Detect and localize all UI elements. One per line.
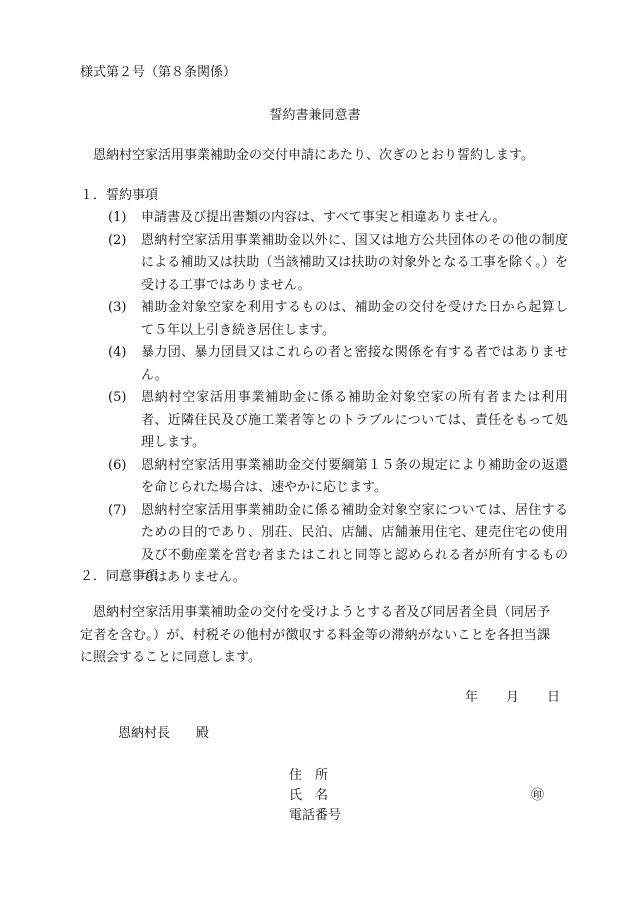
section-1-heading: １．誓約事項 xyxy=(80,188,159,203)
date-year-label: 年 xyxy=(465,690,479,705)
pledge-item-2 xyxy=(108,230,568,298)
date-line xyxy=(465,687,560,710)
address-label: 住 所 xyxy=(289,768,329,783)
item-text: 補助金対象空家を利用するものは、補助金の交付を受けた日から起算して５年以上引き続き居住します。 xyxy=(141,300,568,338)
name-label: 氏 名 xyxy=(289,788,329,803)
pledge-item-3 xyxy=(108,297,568,342)
item-number: (1) xyxy=(108,210,127,225)
item-text: 恩納村空家活用事業補助金交付要綱第１５条の規定により補助金の返還を命じられた場合は、速やかに応じます。 xyxy=(141,457,568,495)
item-text: 暴力団、暴力団員又はこれらの者と密接な関係を有する者ではありません。 xyxy=(141,345,568,383)
item-text: 申請書及び提出書類の内容は、すべて事実と相違ありません。 xyxy=(141,210,506,225)
item-number: (5) xyxy=(108,390,127,405)
addressee xyxy=(118,723,209,746)
document-title: 誓約書兼同意書 xyxy=(269,108,361,123)
date-day-label: 日 xyxy=(547,690,561,705)
addressee-honorific: 殿 xyxy=(196,726,210,741)
date-month-label: 月 xyxy=(506,690,520,705)
item-text: 恩納村空家活用事業補助金に係る補助金対象空家の所有者または利用者、近隣住民及び施工業者等とのトラブルについては、責任をもって処理します。 xyxy=(141,390,568,450)
pledge-item-5 xyxy=(108,387,568,455)
phone-label: 電話番号 xyxy=(289,808,342,823)
item-text: 恩納村空家活用事業補助金に係る補助金対象空家については、居住するための目的であり、別荘、民泊、店舗、店舗兼用住宅、建売住宅の使用及び不動産業を営む者またはこれと同等と認められる者が所有するものではありません。 xyxy=(141,502,568,585)
pledge-item-1 xyxy=(108,207,568,230)
pledge-item-7 xyxy=(108,500,568,590)
form-number: 様式第２号（第８条関係） xyxy=(80,65,237,80)
item-number: (2) xyxy=(108,232,127,248)
pledge-item-6 xyxy=(108,455,568,500)
seal-mark: ㊞ xyxy=(531,788,545,803)
intro-paragraph: 恩納村空家活用事業補助金の交付申請にあたり、次ぎのとおり誓約します。 xyxy=(93,148,534,163)
item-number: (7) xyxy=(108,502,127,518)
item-number: (4) xyxy=(108,345,127,360)
item-number: (6) xyxy=(108,457,127,473)
pledge-items-list xyxy=(108,207,568,590)
consent-paragraph: 恩納村空家活用事業補助金の交付を受けようとする者及び同居者全員（同居予定者を含む。）が、村税その他村が徴収する料金等の滞納がないことを各担当課に照会することに同意します。 xyxy=(80,605,550,665)
item-number: (3) xyxy=(108,300,127,315)
addressee-name: 恩納村長 xyxy=(118,726,171,741)
section-2-heading: ２．同意事項 xyxy=(80,569,159,584)
pledge-item-4 xyxy=(108,342,568,387)
item-text: 恩納村空家活用事業補助金以外に、国又は地方公共団体のその他の制度による補助又は扶助（当該補助又は扶助の対象外となる工事を除く。）を受ける工事ではありません。 xyxy=(141,232,568,293)
